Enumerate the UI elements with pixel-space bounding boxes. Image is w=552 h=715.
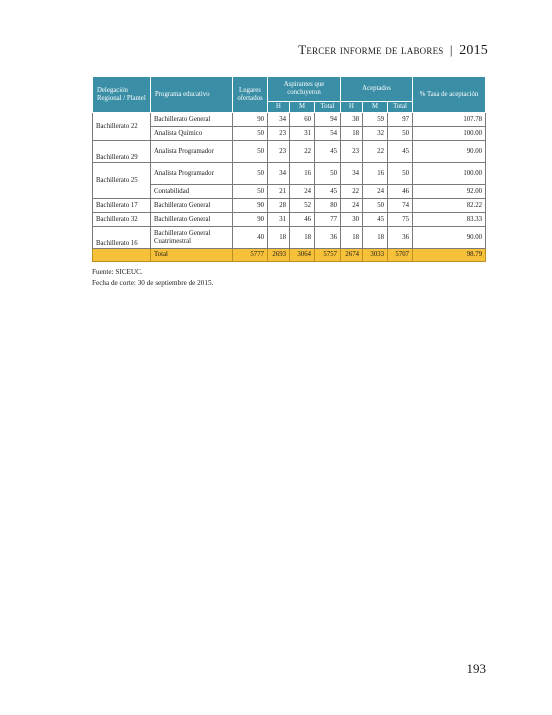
programa-cell: Bachillerato General Cuatrimestral	[151, 227, 233, 249]
total-ac-total: 5707	[388, 249, 413, 262]
ac-h-cell: 30	[341, 213, 363, 227]
lugares-cell: 50	[233, 163, 268, 185]
table-row	[93, 213, 486, 227]
lugares-cell: 90	[233, 113, 268, 127]
programa-cell: Contabilidad	[151, 185, 233, 199]
total-ac-h: 2674	[341, 249, 363, 262]
ac-h-cell: 38	[341, 113, 363, 127]
asp-h-cell: 31	[268, 213, 290, 227]
ac-m-cell: 16	[363, 163, 388, 185]
asp-total-cell: 77	[315, 213, 341, 227]
table-row	[93, 141, 486, 163]
ac-h-cell: 22	[341, 185, 363, 199]
ac-total-cell: 45	[388, 141, 413, 163]
programa-cell: Bachillerato General	[151, 199, 233, 213]
col-header-programa: Programa educativo	[151, 77, 233, 113]
table-row	[93, 185, 486, 199]
table-row	[93, 163, 486, 185]
asp-m-cell: 18	[290, 227, 315, 249]
ac-m-cell: 18	[363, 227, 388, 249]
col-header-asp-total: Total	[315, 102, 341, 113]
ac-h-cell: 34	[341, 163, 363, 185]
cutoff-date-note: Fecha de corte: 30 de septiembre de 2015.	[92, 279, 214, 287]
ac-total-cell: 74	[388, 199, 413, 213]
asp-h-cell: 18	[268, 227, 290, 249]
ac-h-cell: 18	[341, 227, 363, 249]
asp-m-cell: 16	[290, 163, 315, 185]
ac-m-cell: 22	[363, 141, 388, 163]
ac-m-cell: 50	[363, 199, 388, 213]
col-header-lugares: Lugares ofertados	[233, 77, 268, 113]
lugares-cell: 50	[233, 185, 268, 199]
programa-cell: Analista Químico	[151, 127, 233, 141]
ac-total-cell: 97	[388, 113, 413, 127]
asp-h-cell: 23	[268, 141, 290, 163]
tasa-cell: 92.00	[413, 185, 486, 199]
plantel-cell: Bachillerato 16	[93, 227, 151, 249]
ac-total-cell: 36	[388, 227, 413, 249]
table-row	[93, 199, 486, 213]
total-empty-cell	[93, 249, 151, 262]
total-asp-h: 2693	[268, 249, 290, 262]
ac-m-cell: 24	[363, 185, 388, 199]
running-header	[298, 42, 488, 59]
col-header-ac-h: H	[341, 102, 363, 113]
tasa-cell: 100.00	[413, 163, 486, 185]
asp-total-cell: 54	[315, 127, 341, 141]
ac-m-cell: 32	[363, 127, 388, 141]
ac-total-cell: 50	[388, 163, 413, 185]
plantel-cell: Bachillerato 17	[93, 199, 151, 213]
total-lugares: 5777	[233, 249, 268, 262]
table-row	[93, 227, 486, 249]
col-header-ac-m: M	[363, 102, 388, 113]
asp-total-cell: 45	[315, 141, 341, 163]
asp-h-cell: 34	[268, 163, 290, 185]
asp-h-cell: 28	[268, 199, 290, 213]
plantel-cell: Bachillerato 32	[93, 213, 151, 227]
tasa-cell: 82.22	[413, 199, 486, 213]
asp-h-cell: 21	[268, 185, 290, 199]
asp-total-cell: 45	[315, 185, 341, 199]
tasa-cell: 107.78	[413, 113, 486, 127]
total-asp-total: 5757	[315, 249, 341, 262]
col-header-ac-total: Total	[388, 102, 413, 113]
plantel-cell: Bachillerato 22	[93, 113, 151, 141]
admissions-table	[92, 76, 486, 262]
asp-total-cell: 94	[315, 113, 341, 127]
tasa-cell: 83.33	[413, 213, 486, 227]
total-row	[93, 249, 486, 262]
tasa-cell: 100.00	[413, 127, 486, 141]
report-year: 2015	[459, 43, 488, 58]
total-asp-m: 3064	[290, 249, 315, 262]
asp-m-cell: 31	[290, 127, 315, 141]
ac-m-cell: 59	[363, 113, 388, 127]
table-row	[93, 127, 486, 141]
asp-m-cell: 60	[290, 113, 315, 127]
source-note: Fuente: SICEUC.	[92, 268, 143, 276]
asp-m-cell: 22	[290, 141, 315, 163]
asp-total-cell: 36	[315, 227, 341, 249]
tasa-cell: 90.00	[413, 141, 486, 163]
col-header-aceptados: Aceptados	[341, 77, 413, 102]
total-label: Total	[151, 249, 233, 262]
lugares-cell: 40	[233, 227, 268, 249]
programa-cell: Bachillerato General	[151, 213, 233, 227]
plantel-cell: Bachillerato 29	[93, 141, 151, 163]
asp-m-cell: 46	[290, 213, 315, 227]
header-separator: |	[449, 42, 453, 57]
programa-cell: Analista Programador	[151, 163, 233, 185]
ac-total-cell: 46	[388, 185, 413, 199]
programa-cell: Bachillerato General	[151, 113, 233, 127]
col-header-asp-m: M	[290, 102, 315, 113]
plantel-cell: Bachillerato 25	[93, 163, 151, 199]
asp-m-cell: 52	[290, 199, 315, 213]
ac-h-cell: 23	[341, 141, 363, 163]
lugares-cell: 90	[233, 199, 268, 213]
col-header-delegacion: Delegación Regional / Plantel	[93, 77, 151, 113]
col-header-asp-h: H	[268, 102, 290, 113]
ac-h-cell: 24	[341, 199, 363, 213]
lugares-cell: 50	[233, 127, 268, 141]
report-title: Tercer informe de labores	[298, 42, 444, 57]
asp-m-cell: 24	[290, 185, 315, 199]
ac-h-cell: 18	[341, 127, 363, 141]
ac-total-cell: 50	[388, 127, 413, 141]
asp-h-cell: 23	[268, 127, 290, 141]
col-header-aspirantes: Aspirantes que concluyeron	[268, 77, 341, 102]
tasa-cell: 90.00	[413, 227, 486, 249]
lugares-cell: 90	[233, 213, 268, 227]
total-tasa: 98.79	[413, 249, 486, 262]
total-ac-m: 3033	[363, 249, 388, 262]
asp-total-cell: 80	[315, 199, 341, 213]
table-row	[93, 113, 486, 127]
page-number: 193	[466, 661, 486, 676]
ac-m-cell: 45	[363, 213, 388, 227]
ac-total-cell: 75	[388, 213, 413, 227]
col-header-tasa: % Tasa de aceptación	[413, 77, 486, 113]
lugares-cell: 50	[233, 141, 268, 163]
asp-h-cell: 34	[268, 113, 290, 127]
footnotes	[92, 267, 213, 289]
programa-cell: Analista Programador	[151, 141, 233, 163]
asp-total-cell: 50	[315, 163, 341, 185]
